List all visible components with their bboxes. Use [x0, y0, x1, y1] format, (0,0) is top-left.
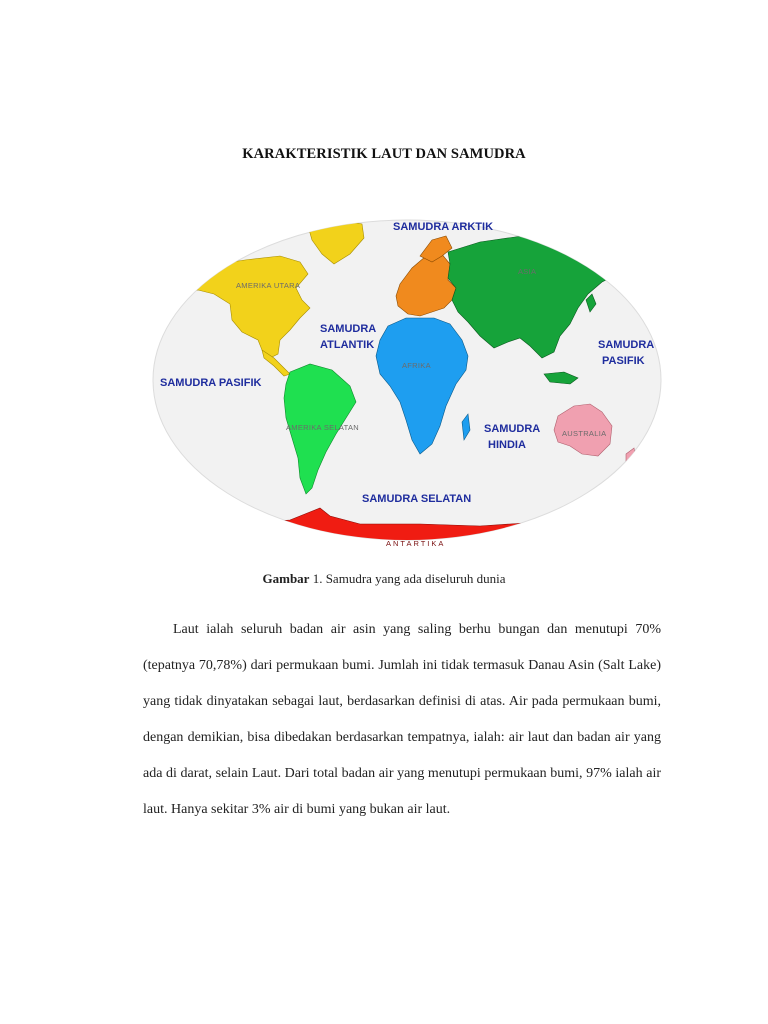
arctic-ocean-label: SAMUDRA ARKTIK: [393, 221, 494, 233]
pacific-ocean-west-label: SAMUDRA PASIFIK: [160, 377, 262, 389]
asia-label: ASIA: [518, 267, 537, 276]
figure-caption: [0, 571, 768, 587]
world-oceans-map: [150, 208, 664, 558]
southern-ocean-label: SAMUDRA SELATAN: [362, 493, 472, 505]
atlantic-ocean-label-line2: ATLANTIK: [320, 339, 375, 351]
south-america-label: AMERIKA SELATAN: [286, 423, 359, 432]
pacific-ocean-east-label-line1: SAMUDRA: [598, 339, 655, 351]
indian-ocean-label-line2: HINDIA: [488, 439, 526, 451]
antarctica-label: ANTARTIKA: [386, 539, 446, 548]
indian-ocean-label-line1: SAMUDRA: [484, 423, 541, 435]
page-title: KARAKTERISTIK LAUT DAN SAMUDRA: [242, 146, 526, 162]
africa-label: AFRIKA: [402, 361, 431, 370]
pacific-ocean-east-label-line2: PASIFIK: [602, 355, 645, 367]
caption-label: Gambar: [262, 571, 310, 586]
body-text: [143, 612, 661, 828]
caption-text: 1. Samudra yang ada diseluruh dunia: [309, 571, 506, 586]
north-america-label: AMERIKA UTARA: [236, 281, 301, 290]
australia-label: AUSTRALIA: [562, 429, 607, 438]
paragraph: Laut ialah seluruh badan air asin yang saling berhu bungan dan menutupi 70% (tepatnya 70,78%) dari permukaan bumi. Jumlah ini tidak termasuk Danau Asin (Salt Lake) yang tidak dinyatakan sebagai laut, berdasarkan definisi di atas. Air pada permukaan bumi, dengan demikian, bisa dibedakan berdasarkan tempatnya, ialah: air laut dan badan air yang ada di darat, selain Laut. Dari total badan air yang menutupi permukaan bumi, 97% ialah air laut. Hanya sekitar 3% air di bumi yang bukan air laut.: [143, 622, 661, 817]
atlantic-ocean-label-line1: SAMUDRA: [320, 323, 377, 335]
